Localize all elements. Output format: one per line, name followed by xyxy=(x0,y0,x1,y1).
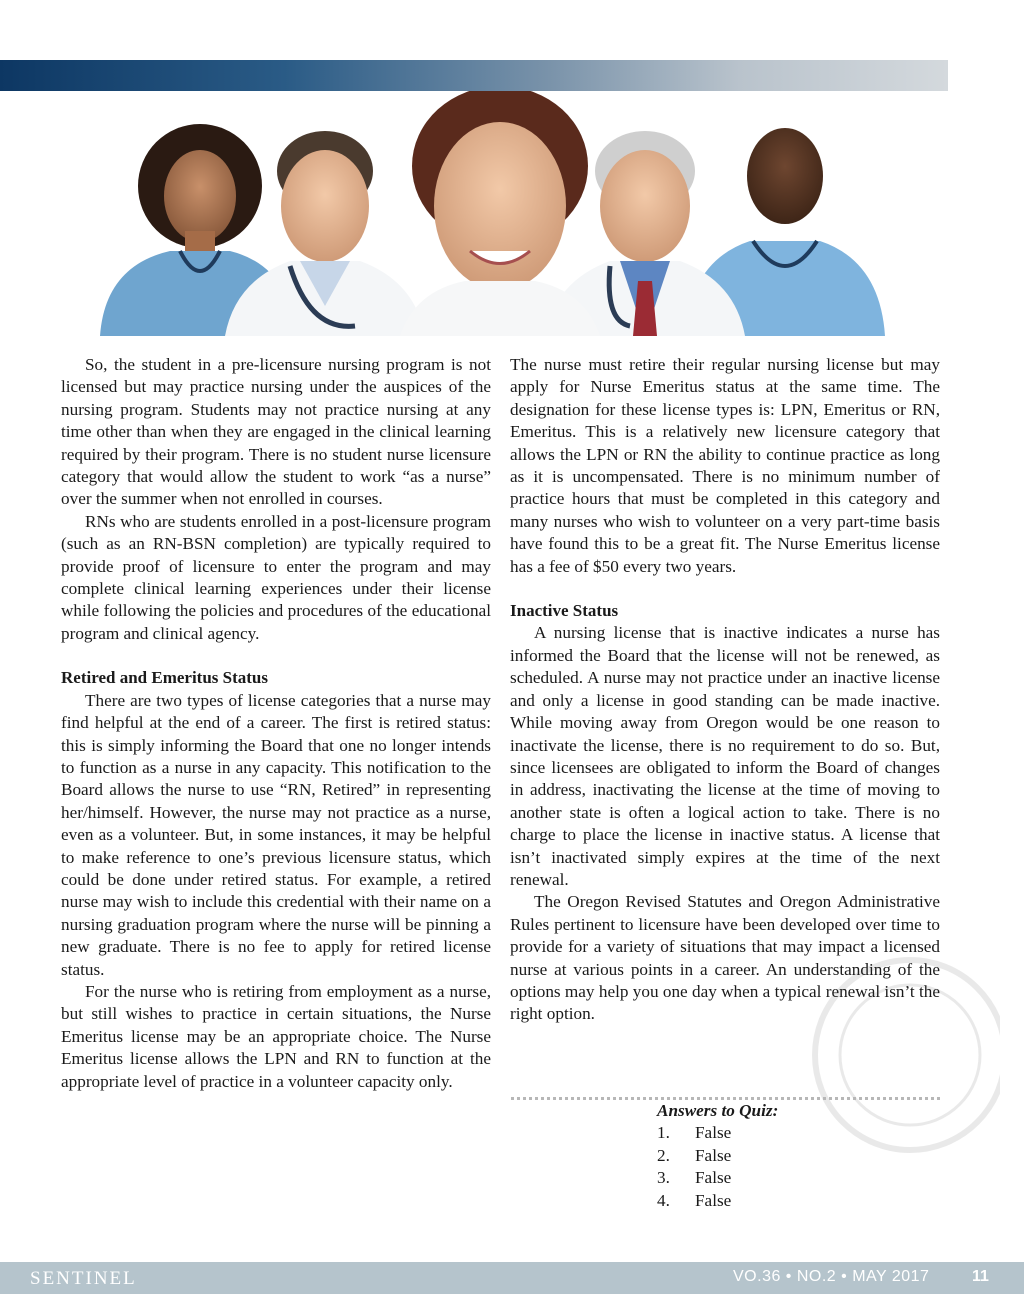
answer-value: False xyxy=(695,1123,732,1143)
paragraph: RNs who are students enrolled in a post-licensure program (such as an RN-BSN completion) are typically required to provide proof of licensure to enter the program and may complete clinical learning experiences under their license while following the policies and procedures of the educational program and clinical agency. xyxy=(61,511,491,643)
paragraph: The Oregon Revised Statutes and Oregon Administrative Rules pertinent to licensure have been developed over time to provide for a variety of situations that may impact a licensed nurse at various points in a career. An understanding of the options may help you one day when a typical renewal isn’t the right option. xyxy=(510,892,940,1024)
page-number: 11 xyxy=(972,1268,989,1285)
paragraph: So, the student in a pre-licensure nursing program is not licensed but may practice nursing under the auspices of the nursing program. Students may not practice nursing at any time other than when they are engaged in the clinical learning required by their program. There is no student nurse licensure category that would allow the student to work “as a nurse” over the summer when not enrolled in courses. xyxy=(61,355,491,509)
paragraph: There are two types of license categories that a nurse may find helpful at the end of a career. The first is retired status: this is simply informing the Board that one no longer intends to function as a nurse in any capacity. This notification to the Board allows the nurse to use “RN, Retired” in representing her/himself. However, the nurse may not practice as a nurse, even as a volunteer. But, in some instances, it may be helpful to make reference to one’s previous licensure status, which could be done under retired status. For example, a retired nurse may wish to include this credential with their name on a nursing graduation program where the nurse will be pinning a new graduate. There is no fee to apply for retired license status. xyxy=(61,690,491,979)
answer-number: 2. xyxy=(657,1145,670,1165)
quiz-answers xyxy=(657,1100,778,1212)
answer-item xyxy=(657,1167,778,1189)
nurse-center xyxy=(400,91,600,336)
paragraph: The nurse must retire their regular nursing license but may apply for Nurse Emeritus status at the same time. The designation for these license types is: LPN, Emeritus or RN, Emeritus. This is a relatively new licensure category that allows the LPN or RN the ability to continue practice as long as it is uncompensated. There is no minimum number of practice hours that must be completed in this category and many nurses who wish to volunteer on a very part-time basis have found this to be a great fit. The Nurse Emeritus license has a fee of $50 every two years. xyxy=(510,355,940,576)
answer-number: 1. xyxy=(657,1123,670,1143)
healthcare-workers-photo xyxy=(85,91,915,336)
answer-value: False xyxy=(695,1168,732,1188)
left-column xyxy=(61,354,491,1093)
section-heading-inactive: Inactive Status xyxy=(510,601,619,621)
answer-value: False xyxy=(695,1145,732,1165)
answers-title: Answers to Quiz: xyxy=(657,1101,779,1120)
section-heading-retired: Retired and Emeritus Status xyxy=(61,668,268,688)
answers-list xyxy=(657,1122,778,1212)
answer-value: False xyxy=(695,1190,732,1210)
page-footer xyxy=(0,1262,1024,1294)
answer-item xyxy=(657,1145,778,1167)
answer-number: 4. xyxy=(657,1190,670,1210)
header-gradient-bar xyxy=(0,60,948,91)
answer-item xyxy=(657,1122,778,1144)
answer-item xyxy=(657,1190,778,1212)
footer-brand: SENTINEL xyxy=(30,1268,137,1289)
paragraph: For the nurse who is retiring from employment as a nurse, but still wishes to practice in certain situations, the Nurse Emeritus license may be an appropriate choice. The Nurse Emeritus license allows the LPN and RN to function at the appropriate level of practice in a volunteer capacity only. xyxy=(61,981,491,1091)
answer-number: 3. xyxy=(657,1168,670,1188)
state-seal-watermark xyxy=(800,940,1000,1170)
paragraph: A nursing license that is inactive indicates a nurse has informed the Board that the license will not be renewed, as scheduled. A nurse may not practice under an inactive license and only a license in good standing can be made inactive. While moving away from Oregon would be one reason to inactivate the license, there is no requirement to do so. But, since licensees are obligated to inform the Board of changes in address, inactivating the license at the time of moving to another state is often a logical action to take. There is no charge to place the license in inactive status. A license that isn’t inactivated simply expires at the time of the next renewal. xyxy=(510,623,940,889)
right-column xyxy=(510,354,940,1026)
footer-issue: VO.36 • NO.2 • MAY 2017 xyxy=(733,1268,930,1285)
